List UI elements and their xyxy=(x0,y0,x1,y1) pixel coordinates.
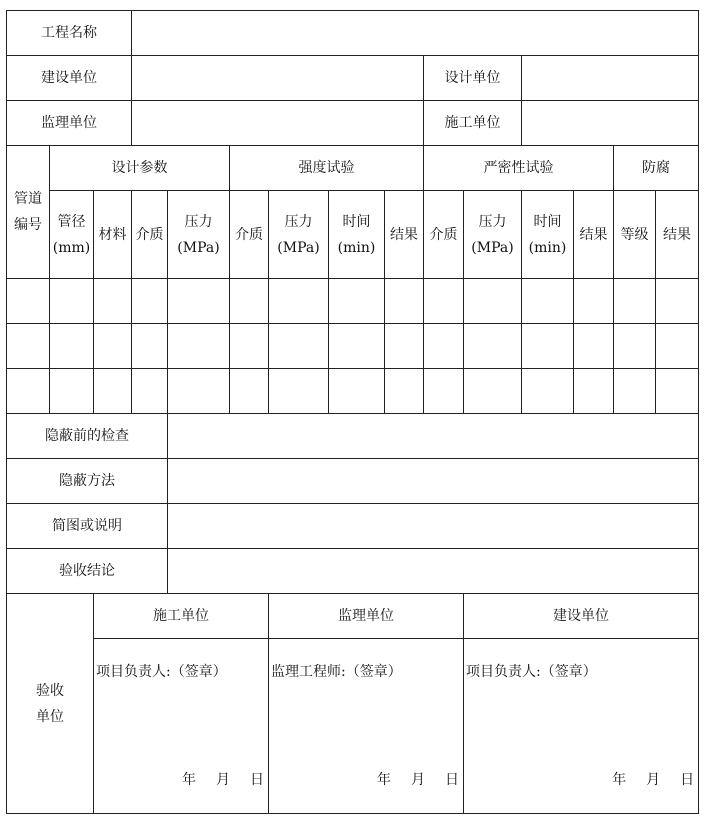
col-strength-time xyxy=(329,191,385,279)
conceal-method-field[interactable] xyxy=(168,459,699,504)
sign-supervision-unit-header: 监理单位 xyxy=(269,594,464,639)
data-cell[interactable] xyxy=(574,279,614,324)
data-cell[interactable] xyxy=(50,369,94,414)
data-cell[interactable] xyxy=(168,324,230,369)
data-cell[interactable] xyxy=(230,324,269,369)
day-label: 日 xyxy=(680,772,695,788)
data-cell[interactable] xyxy=(269,369,329,414)
col-design-pressure-line1: 压力 xyxy=(184,213,213,230)
data-cell[interactable] xyxy=(656,369,699,414)
pre-conceal-check-field[interactable] xyxy=(168,414,699,459)
pipe-number-header xyxy=(7,146,50,279)
data-cell[interactable] xyxy=(574,324,614,369)
data-cell[interactable] xyxy=(464,279,522,324)
col-design-pressure xyxy=(168,191,230,279)
sign-construction-unit-header: 施工单位 xyxy=(94,594,269,639)
supervision-unit-label: 监理单位 xyxy=(7,101,132,146)
col-strength-pressure xyxy=(269,191,329,279)
build-signer-label: 项目负责人:（签章） xyxy=(466,664,597,680)
month-label: 月 xyxy=(646,772,661,788)
month-label: 月 xyxy=(216,772,230,788)
data-cell[interactable] xyxy=(50,324,94,369)
day-label: 日 xyxy=(445,772,459,788)
data-cell[interactable] xyxy=(385,369,424,414)
col-strength-time-line1: 时间 xyxy=(342,213,371,230)
acceptance-form xyxy=(6,10,699,814)
construction-date xyxy=(162,767,264,793)
data-cell[interactable] xyxy=(269,324,329,369)
data-row xyxy=(7,369,699,414)
col-strength-result: 结果 xyxy=(385,191,424,279)
design-unit-field[interactable] xyxy=(522,56,699,101)
year-label: 年 xyxy=(377,772,391,788)
data-cell[interactable] xyxy=(614,279,656,324)
construction-signer-label: 项目负责人:（签章） xyxy=(96,664,227,680)
data-cell[interactable] xyxy=(230,369,269,414)
data-cell[interactable] xyxy=(94,279,132,324)
acceptance-units-line2: 单位 xyxy=(36,708,64,725)
supervision-date xyxy=(357,767,459,793)
acceptance-conclusion-label: 验收结论 xyxy=(7,549,168,594)
data-cell[interactable] xyxy=(329,369,385,414)
acceptance-units-line1: 验收 xyxy=(36,682,64,699)
data-cell[interactable] xyxy=(614,324,656,369)
day-label: 日 xyxy=(250,772,264,788)
design-params-header: 设计参数 xyxy=(50,146,230,191)
data-cell[interactable] xyxy=(132,369,168,414)
pipe-number-line2: 编号 xyxy=(14,217,42,233)
acceptance-units-label xyxy=(7,594,94,814)
data-cell[interactable] xyxy=(329,279,385,324)
acceptance-conclusion-field[interactable] xyxy=(168,549,699,594)
project-name-label: 工程名称 xyxy=(7,11,132,56)
data-cell[interactable] xyxy=(94,369,132,414)
col-design-medium: 介质 xyxy=(132,191,168,279)
data-cell[interactable] xyxy=(329,324,385,369)
data-cell[interactable] xyxy=(464,369,522,414)
data-cell[interactable] xyxy=(7,369,50,414)
col-pipe-diameter-line1: 管径 xyxy=(57,213,86,230)
col-strength-pressure-unit: (MPa) xyxy=(277,239,320,256)
sketch-or-note-field[interactable] xyxy=(168,504,699,549)
col-design-pressure-unit: (MPa) xyxy=(177,239,220,256)
data-cell[interactable] xyxy=(522,279,574,324)
supervision-unit-field[interactable] xyxy=(132,101,424,146)
conceal-method-label: 隐蔽方法 xyxy=(7,459,168,504)
construction-unit-label: 施工单位 xyxy=(424,101,522,146)
build-signature-cell[interactable] xyxy=(464,639,699,814)
col-tightness-result: 结果 xyxy=(574,191,614,279)
strength-test-header: 强度试验 xyxy=(230,146,424,191)
data-cell[interactable] xyxy=(230,279,269,324)
supervision-signer-label: 监理工程师:（签章） xyxy=(271,664,402,680)
year-label: 年 xyxy=(612,772,627,788)
month-label: 月 xyxy=(411,772,425,788)
project-name-field[interactable] xyxy=(132,11,699,56)
col-tightness-pressure-line1: 压力 xyxy=(478,213,507,230)
col-pipe-diameter xyxy=(50,191,94,279)
col-tightness-pressure xyxy=(464,191,522,279)
col-tightness-time xyxy=(522,191,574,279)
data-cell[interactable] xyxy=(385,279,424,324)
data-cell[interactable] xyxy=(168,369,230,414)
data-cell[interactable] xyxy=(269,279,329,324)
data-cell[interactable] xyxy=(424,324,464,369)
build-unit-label: 建设单位 xyxy=(7,56,132,101)
col-strength-pressure-line1: 压力 xyxy=(284,213,313,230)
data-cell[interactable] xyxy=(424,369,464,414)
data-row xyxy=(7,324,699,369)
year-label: 年 xyxy=(182,772,196,788)
build-unit-field[interactable] xyxy=(132,56,424,101)
construction-signature-cell[interactable] xyxy=(94,639,269,814)
data-cell[interactable] xyxy=(7,324,50,369)
data-cell[interactable] xyxy=(464,324,522,369)
sign-build-unit-header: 建设单位 xyxy=(464,594,699,639)
form-table xyxy=(6,10,699,814)
col-material: 材料 xyxy=(94,191,132,279)
data-cell[interactable] xyxy=(522,369,574,414)
data-cell[interactable] xyxy=(132,279,168,324)
col-strength-medium: 介质 xyxy=(230,191,269,279)
col-anticorrosion-result: 结果 xyxy=(656,191,699,279)
data-cell[interactable] xyxy=(94,324,132,369)
data-cell[interactable] xyxy=(132,324,168,369)
data-cell[interactable] xyxy=(656,279,699,324)
data-cell[interactable] xyxy=(574,369,614,414)
pre-conceal-check-label: 隐蔽前的检查 xyxy=(7,414,168,459)
data-cell[interactable] xyxy=(7,279,50,324)
design-unit-label: 设计单位 xyxy=(424,56,522,101)
data-cell[interactable] xyxy=(614,369,656,414)
anticorrosion-header: 防腐 xyxy=(614,146,699,191)
col-pipe-diameter-unit: (mm) xyxy=(52,239,91,256)
col-tightness-pressure-unit: (MPa) xyxy=(471,239,514,256)
col-anticorrosion-grade: 等级 xyxy=(614,191,656,279)
col-tightness-time-line1: 时间 xyxy=(533,213,562,230)
data-cell[interactable] xyxy=(50,279,94,324)
data-cell[interactable] xyxy=(656,324,699,369)
sketch-or-note-label: 简图或说明 xyxy=(7,504,168,549)
data-row xyxy=(7,279,699,324)
col-strength-time-unit: (min) xyxy=(337,239,376,256)
supervision-signature-cell[interactable] xyxy=(269,639,464,814)
data-cell[interactable] xyxy=(168,279,230,324)
col-tightness-time-unit: (min) xyxy=(528,239,567,256)
data-cell[interactable] xyxy=(424,279,464,324)
construction-unit-field[interactable] xyxy=(522,101,699,146)
tightness-test-header: 严密性试验 xyxy=(424,146,614,191)
build-date xyxy=(592,767,694,793)
col-tightness-medium: 介质 xyxy=(424,191,464,279)
data-cell[interactable] xyxy=(522,324,574,369)
data-cell[interactable] xyxy=(385,324,424,369)
pipe-number-line1: 管道 xyxy=(14,191,42,207)
